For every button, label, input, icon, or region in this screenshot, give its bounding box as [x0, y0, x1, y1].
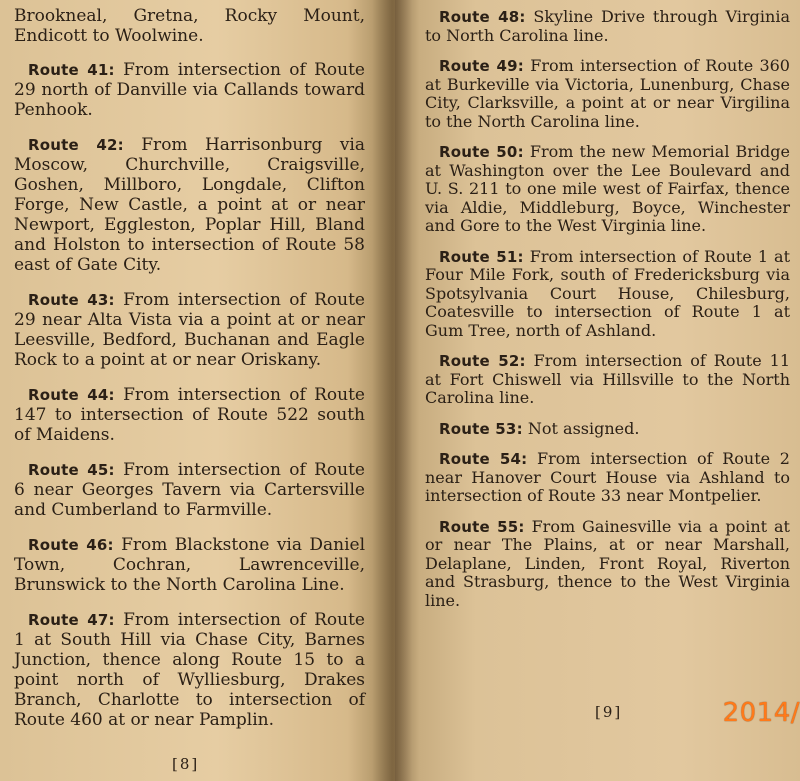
route-number: Route 49: — [439, 57, 524, 75]
route-description: From intersection of Route 147 to intersection of Route 522 south of Maidens. — [14, 385, 365, 445]
right-route-list — [425, 8, 790, 610]
route-entry — [14, 385, 365, 445]
route-number: Route 42: — [28, 136, 124, 154]
route-description: From the new Memorial Bridge at Washington over the Lee Boulevard and U. S. 211 to one mile west of Fairfax, thence via Aldie, Middleburg, Boyce, Winchester and Gore to the West Virginia line. — [425, 142, 790, 235]
route-number: Route 52: — [439, 352, 526, 370]
date-stamp: 2014/ — [722, 698, 800, 728]
left-route-list — [14, 60, 365, 730]
route-entry — [425, 450, 790, 506]
route-number: Route 41: — [28, 61, 115, 79]
left-page — [0, 0, 395, 781]
route-entry — [425, 8, 790, 45]
route-number: Route 44: — [28, 386, 115, 404]
route-entry — [14, 135, 365, 275]
page-number-left: [8] — [172, 755, 200, 773]
route-entry — [14, 610, 365, 730]
route-entry — [425, 352, 790, 408]
route-entry — [425, 248, 790, 341]
route-number: Route 55: — [439, 517, 525, 536]
route-number: Route 47: — [28, 611, 115, 629]
route-number: Route 43: — [28, 291, 115, 309]
route-description: From intersection of Route 11 at Fort Chiswell via Hillsville to the North Carolina line. — [425, 351, 790, 407]
route-description: From intersection of Route 29 north of Danville via Callands toward Penhook. — [14, 60, 365, 120]
route-number: Route 51: — [439, 247, 524, 266]
route-number: Route 45: — [28, 461, 115, 479]
route-number: Route 50: — [439, 143, 524, 161]
route-description: From intersection of Route 29 near Alta Vista via a point at or near Leesville, Bedford, Buchanan and Eagle Rock to a point at or near Oriskany. — [14, 290, 365, 370]
route-number: Route 48: — [439, 8, 526, 26]
route-number: Route 46: — [28, 536, 114, 554]
route-entry — [14, 460, 365, 520]
right-page — [395, 0, 800, 781]
route-entry — [425, 420, 790, 439]
route-entry — [14, 290, 365, 370]
page-number-right: [9] — [595, 703, 623, 721]
route-description: From intersection of Route 1 at Four Mile Fork, south of Fredericksburg via Spotsylvania Court House, Chilesburg, Coatesville to intersection of Route 1 at Gum Tree, north of Ashland. — [425, 246, 790, 340]
route-description: From intersection of Route 360 at Burkeville via Victoria, Lunenburg, Chase City, Clarksville, a point at or near Virgilina to the North Carolina line. — [425, 56, 790, 131]
route-description: From Gainesville via a point at or near The Plains, at or near Marshall, Delaplane, Linden, Front Royal, Riverton and Strasburg, thence to the West Virginia line. — [425, 516, 790, 610]
route-description: Not assigned. — [527, 418, 640, 438]
route-description: Skyline Drive through Virginia to North Carolina line. — [425, 7, 790, 45]
route-description: From Blackstone via Daniel Town, Cochran, Lawrenceville, Brunswick to the North Carolina Line. — [14, 535, 366, 595]
route-entry — [425, 143, 790, 236]
route-description: From intersection of Route 6 near Georges Tavern via Cartersville and Cumberland to Farmville. — [14, 460, 365, 520]
route-description: From intersection of Route 1 at South Hill via Chase City, Barnes Junction, thence along Route 15 to a point north of Wylliesburg, Drakes Branch, Charlotte to intersection of Route 460 at or near Pamplin. — [14, 610, 365, 730]
route-entry — [14, 60, 365, 120]
route-number: Route 53: — [439, 419, 523, 438]
route-entry — [425, 518, 790, 611]
route-description: From Harrisonburg via Moscow, Churchville, Craigsville, Goshen, Millboro, Longdale, Clifton Forge, New Castle, a point at or near Newport, Eggleston, Poplar Hill, Bland and Holston to intersection of Route 58 east of Gate City. — [14, 135, 365, 275]
route-description: From intersection of Route 2 near Hanover Court House via Ashland to intersection of Route 33 near Montpelier. — [425, 449, 790, 505]
route-entry — [14, 535, 365, 595]
route-entry — [425, 57, 790, 131]
route-number: Route 54: — [439, 450, 528, 468]
continued-text: Brookneal, Gretna, Rocky Mount, Endicott to Woolwine. — [14, 6, 365, 46]
